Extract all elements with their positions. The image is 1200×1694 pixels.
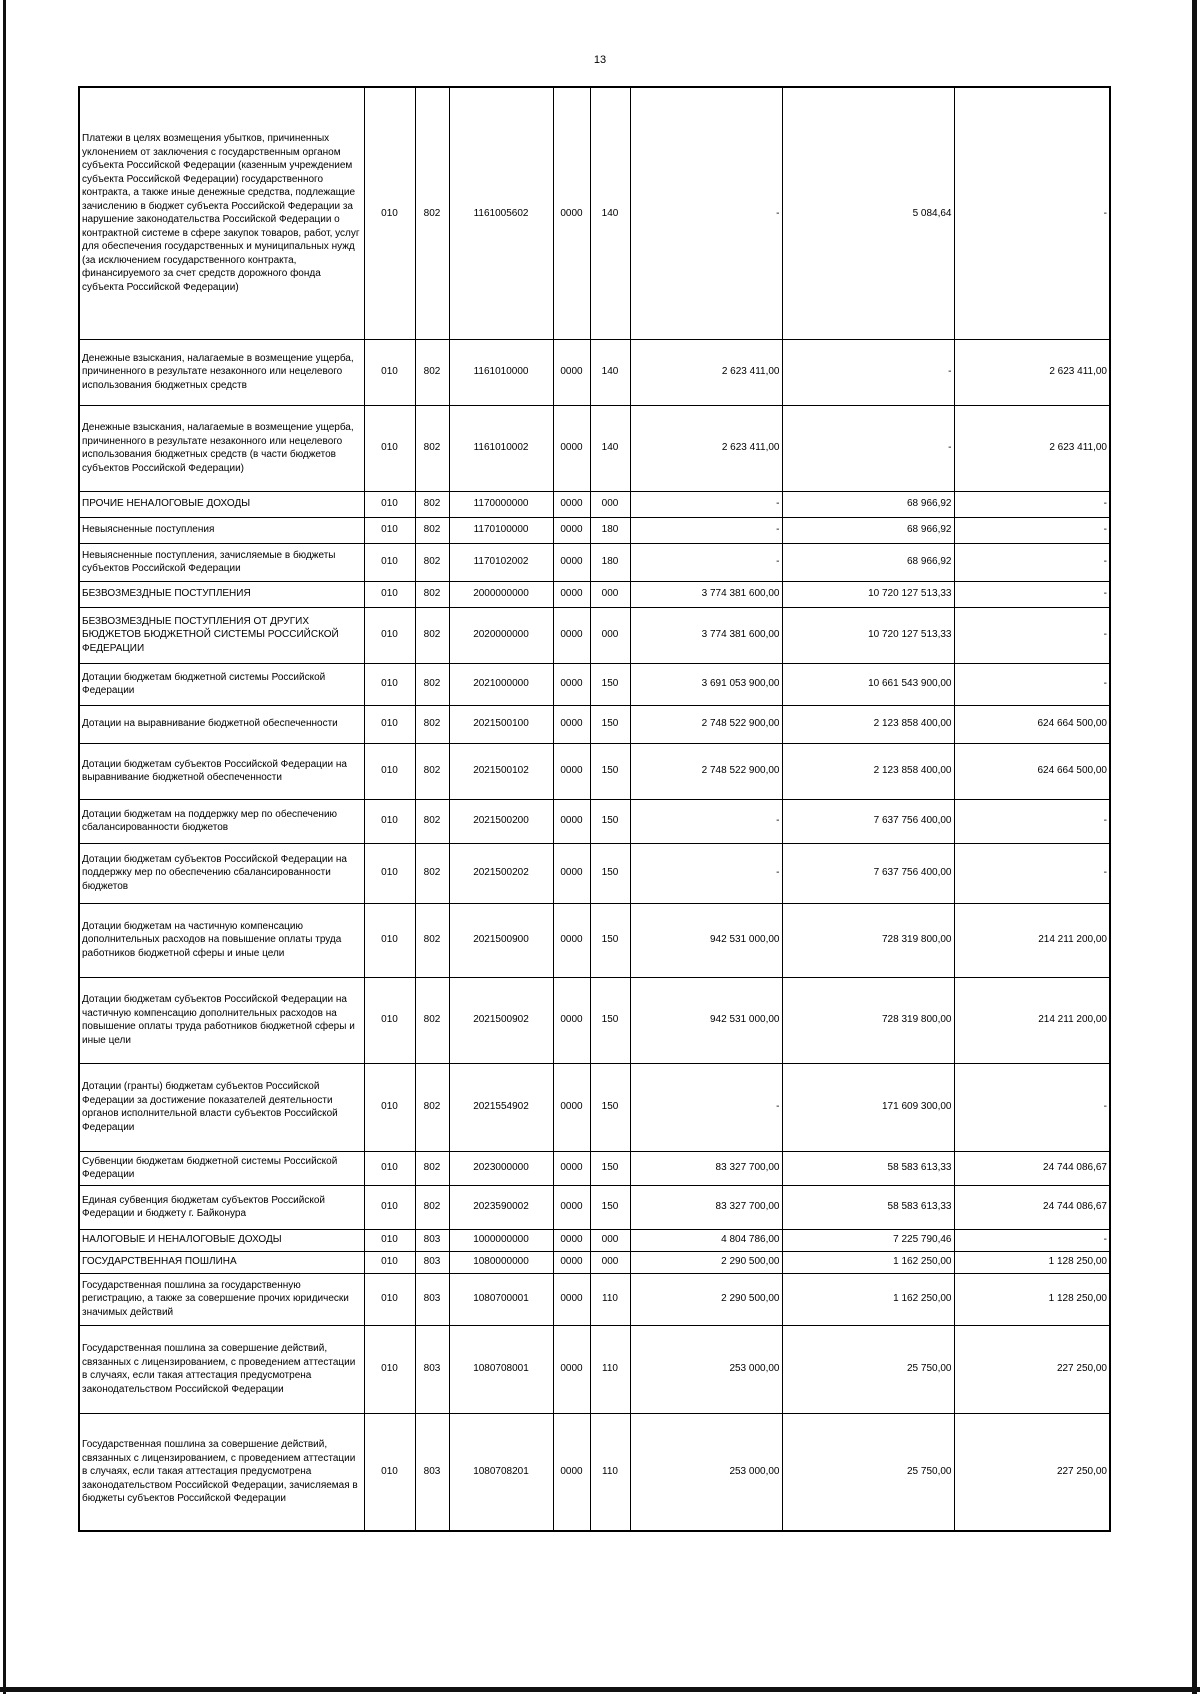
code-section: 010: [364, 1229, 415, 1251]
table-row: [79, 843, 1110, 903]
code-income: 1080708201: [449, 1413, 553, 1531]
value-executed: 68 966,92: [782, 517, 954, 543]
code-income: 2021554902: [449, 1063, 553, 1151]
code-income: 1080700001: [449, 1273, 553, 1325]
value-unexecuted: -: [954, 1229, 1110, 1251]
row-description: Государственная пошлина за совершение действий, связанных с лицензированием, с проведением аттестации в случаях, если такая аттестация предусмотрена законодательством Российской Федерации, зачисляемая в бюджеты субъектов Российской Федерации: [79, 1413, 364, 1531]
table-row: [79, 1185, 1110, 1229]
code-kosgu: 150: [590, 903, 630, 977]
value-unexecuted: 624 664 500,00: [954, 705, 1110, 743]
code-income: 2021500202: [449, 843, 553, 903]
value-approved: -: [630, 87, 782, 339]
code-kosgu: 110: [590, 1413, 630, 1531]
code-admin: 803: [415, 1251, 449, 1273]
value-approved: 942 531 000,00: [630, 977, 782, 1063]
value-executed: 58 583 613,33: [782, 1151, 954, 1185]
value-approved: 253 000,00: [630, 1413, 782, 1531]
code-admin: 802: [415, 1063, 449, 1151]
row-description: Невыясненные поступления, зачисляемые в бюджеты субъектов Российской Федерации: [79, 543, 364, 581]
value-approved: 3 691 053 900,00: [630, 663, 782, 705]
code-section: 010: [364, 977, 415, 1063]
row-description: Дотации бюджетам бюджетной системы Российской Федерации: [79, 663, 364, 705]
code-admin: 802: [415, 705, 449, 743]
code-subtype: 0000: [553, 799, 590, 843]
page-number: 13: [593, 54, 607, 66]
code-income: 1170100000: [449, 517, 553, 543]
value-approved: 2 623 411,00: [630, 339, 782, 405]
value-executed: 728 319 800,00: [782, 977, 954, 1063]
code-section: 010: [364, 1063, 415, 1151]
code-income: 2021500100: [449, 705, 553, 743]
value-unexecuted: -: [954, 663, 1110, 705]
value-executed: 5 084,64: [782, 87, 954, 339]
table-row: [79, 705, 1110, 743]
code-subtype: 0000: [553, 1151, 590, 1185]
code-income: 2023590002: [449, 1185, 553, 1229]
value-unexecuted: 2 623 411,00: [954, 339, 1110, 405]
value-executed: -: [782, 405, 954, 491]
table-row: [79, 1413, 1110, 1531]
code-section: 010: [364, 799, 415, 843]
value-executed: 25 750,00: [782, 1413, 954, 1531]
code-kosgu: 000: [590, 581, 630, 607]
value-approved: 2 748 522 900,00: [630, 743, 782, 799]
code-kosgu: 140: [590, 405, 630, 491]
value-executed: 10 720 127 513,33: [782, 581, 954, 607]
code-admin: 802: [415, 405, 449, 491]
code-admin: 802: [415, 87, 449, 339]
row-description: БЕЗВОЗМЕЗДНЫЕ ПОСТУПЛЕНИЯ: [79, 581, 364, 607]
code-kosgu: 150: [590, 743, 630, 799]
code-admin: 802: [415, 543, 449, 581]
row-description: Государственная пошлина за государственную регистрацию, а также за совершение прочих юридически значимых действий: [79, 1273, 364, 1325]
code-admin: 802: [415, 1151, 449, 1185]
code-admin: 803: [415, 1229, 449, 1251]
value-unexecuted: 24 744 086,67: [954, 1185, 1110, 1229]
code-section: 010: [364, 581, 415, 607]
code-subtype: 0000: [553, 581, 590, 607]
value-executed: 58 583 613,33: [782, 1185, 954, 1229]
row-description: НАЛОГОВЫЕ И НЕНАЛОГОВЫЕ ДОХОДЫ: [79, 1229, 364, 1251]
row-description: Дотации бюджетам субъектов Российской Федерации на частичную компенсацию дополнительных расходов на повышение оплаты труда работников бюджетной сферы и иные цели: [79, 977, 364, 1063]
code-subtype: 0000: [553, 1229, 590, 1251]
code-section: 010: [364, 1325, 415, 1413]
value-unexecuted: 624 664 500,00: [954, 743, 1110, 799]
row-description: Государственная пошлина за совершение действий, связанных с лицензированием, с проведением аттестации в случаях, если такая аттестация предусмотрена законодательством Российской Федерации: [79, 1325, 364, 1413]
value-unexecuted: 1 128 250,00: [954, 1273, 1110, 1325]
code-subtype: 0000: [553, 977, 590, 1063]
table-row: [79, 581, 1110, 607]
row-description: Субвенции бюджетам бюджетной системы Российской Федерации: [79, 1151, 364, 1185]
code-subtype: 0000: [553, 607, 590, 663]
code-subtype: 0000: [553, 491, 590, 517]
code-section: 010: [364, 1185, 415, 1229]
code-admin: 802: [415, 1185, 449, 1229]
value-executed: 2 123 858 400,00: [782, 743, 954, 799]
code-kosgu: 150: [590, 1063, 630, 1151]
value-executed: 7 637 756 400,00: [782, 799, 954, 843]
code-subtype: 0000: [553, 1325, 590, 1413]
row-description: Дотации бюджетам на поддержку мер по обеспечению сбалансированности бюджетов: [79, 799, 364, 843]
table-row: [79, 1273, 1110, 1325]
code-subtype: 0000: [553, 903, 590, 977]
code-section: 010: [364, 1151, 415, 1185]
code-subtype: 0000: [553, 743, 590, 799]
table-row: [79, 1229, 1110, 1251]
row-description: БЕЗВОЗМЕЗДНЫЕ ПОСТУПЛЕНИЯ ОТ ДРУГИХ БЮДЖЕТОВ БЮДЖЕТНОЙ СИСТЕМЫ РОССИЙСКОЙ ФЕДЕРАЦИИ: [79, 607, 364, 663]
value-executed: 2 123 858 400,00: [782, 705, 954, 743]
value-unexecuted: 2 623 411,00: [954, 405, 1110, 491]
table-row: [79, 607, 1110, 663]
code-kosgu: 150: [590, 663, 630, 705]
code-income: 2021500102: [449, 743, 553, 799]
code-subtype: 0000: [553, 517, 590, 543]
code-subtype: 0000: [553, 705, 590, 743]
value-unexecuted: 214 211 200,00: [954, 903, 1110, 977]
value-approved: 3 774 381 600,00: [630, 607, 782, 663]
table-row: [79, 339, 1110, 405]
code-subtype: 0000: [553, 405, 590, 491]
code-section: 010: [364, 607, 415, 663]
value-approved: -: [630, 491, 782, 517]
code-section: 010: [364, 491, 415, 517]
row-description: Дотации (гранты) бюджетам субъектов Российской Федерации за достижение показателей деятельности органов исполнительной власти субъектов Российской Федерации: [79, 1063, 364, 1151]
row-description: Невыясненные поступления: [79, 517, 364, 543]
code-subtype: 0000: [553, 543, 590, 581]
value-approved: 2 290 500,00: [630, 1273, 782, 1325]
code-kosgu: 000: [590, 1251, 630, 1273]
row-description: ПРОЧИЕ НЕНАЛОГОВЫЕ ДОХОДЫ: [79, 491, 364, 517]
code-section: 010: [364, 743, 415, 799]
table-row: [79, 87, 1110, 339]
code-section: 010: [364, 1273, 415, 1325]
value-executed: 25 750,00: [782, 1325, 954, 1413]
value-approved: 3 774 381 600,00: [630, 581, 782, 607]
table-row: [79, 1063, 1110, 1151]
code-kosgu: 140: [590, 339, 630, 405]
code-admin: 803: [415, 1273, 449, 1325]
value-approved: 4 804 786,00: [630, 1229, 782, 1251]
code-admin: 802: [415, 581, 449, 607]
code-kosgu: 150: [590, 799, 630, 843]
value-unexecuted: -: [954, 607, 1110, 663]
value-approved: 942 531 000,00: [630, 903, 782, 977]
value-unexecuted: 24 744 086,67: [954, 1151, 1110, 1185]
code-kosgu: 140: [590, 87, 630, 339]
code-kosgu: 180: [590, 543, 630, 581]
page-border-right: [1192, 0, 1197, 1694]
row-description: Единая субвенция бюджетам субъектов Российской Федерации и бюджету г. Байконура: [79, 1185, 364, 1229]
row-description: Дотации бюджетам субъектов Российской Федерации на поддержку мер по обеспечению сбалансированности бюджетов: [79, 843, 364, 903]
code-kosgu: 150: [590, 705, 630, 743]
value-executed: 68 966,92: [782, 543, 954, 581]
code-income: 1161010000: [449, 339, 553, 405]
code-kosgu: 110: [590, 1273, 630, 1325]
value-approved: 253 000,00: [630, 1325, 782, 1413]
code-income: 1000000000: [449, 1229, 553, 1251]
code-income: 2023000000: [449, 1151, 553, 1185]
code-kosgu: 150: [590, 1185, 630, 1229]
code-subtype: 0000: [553, 1273, 590, 1325]
value-executed: 10 661 543 900,00: [782, 663, 954, 705]
value-executed: 10 720 127 513,33: [782, 607, 954, 663]
code-income: 2021500900: [449, 903, 553, 977]
value-approved: -: [630, 517, 782, 543]
code-admin: 803: [415, 1325, 449, 1413]
value-unexecuted: -: [954, 799, 1110, 843]
table-row: [79, 663, 1110, 705]
code-kosgu: 000: [590, 607, 630, 663]
code-section: 010: [364, 405, 415, 491]
table-body: [79, 87, 1110, 1531]
code-admin: 802: [415, 743, 449, 799]
code-section: 010: [364, 705, 415, 743]
code-kosgu: 150: [590, 977, 630, 1063]
value-executed: 1 162 250,00: [782, 1251, 954, 1273]
value-unexecuted: -: [954, 843, 1110, 903]
code-section: 010: [364, 903, 415, 977]
code-section: 010: [364, 1413, 415, 1531]
code-admin: 802: [415, 491, 449, 517]
row-description: Платежи в целях возмещения убытков, причиненных уклонением от заключения с государственным органом субъекта Российской Федерации (казенным учреждением субъекта Российской Федерации) государственного контракта, а также иные денежные средства, подлежащие зачислению в бюджет субъекта Российской Федерации за нарушение законодательства Российской Федерации о контрактной системе в сфере закупок товаров, работ, услуг для обеспечения государственных и муниципальных нужд (за исключением государственного контракта, финансируемого за счет средств дорожного фонда субъекта Российской Федерации): [79, 87, 364, 339]
page-border-bottom: [0, 1687, 1200, 1692]
code-subtype: 0000: [553, 1251, 590, 1273]
code-income: 1161005602: [449, 87, 553, 339]
code-income: 2021000000: [449, 663, 553, 705]
code-admin: 802: [415, 607, 449, 663]
value-approved: 83 327 700,00: [630, 1185, 782, 1229]
code-admin: 802: [415, 663, 449, 705]
code-income: 2021500902: [449, 977, 553, 1063]
code-subtype: 0000: [553, 663, 590, 705]
row-description: Денежные взыскания, налагаемые в возмещение ущерба, причиненного в результате незаконного или нецелевого использования бюджетных средств (в части бюджетов субъектов Российской Федерации): [79, 405, 364, 491]
value-executed: -: [782, 339, 954, 405]
value-unexecuted: -: [954, 581, 1110, 607]
value-unexecuted: 1 128 250,00: [954, 1251, 1110, 1273]
value-executed: 1 162 250,00: [782, 1273, 954, 1325]
code-income: 2021500200: [449, 799, 553, 843]
table-row: [79, 1151, 1110, 1185]
value-approved: 2 748 522 900,00: [630, 705, 782, 743]
code-income: 1170000000: [449, 491, 553, 517]
code-admin: 802: [415, 517, 449, 543]
code-section: 010: [364, 543, 415, 581]
table-row: [79, 405, 1110, 491]
code-section: 010: [364, 87, 415, 339]
code-subtype: 0000: [553, 1063, 590, 1151]
code-kosgu: 000: [590, 1229, 630, 1251]
code-kosgu: 150: [590, 843, 630, 903]
code-admin: 802: [415, 843, 449, 903]
code-admin: 802: [415, 339, 449, 405]
code-subtype: 0000: [553, 1185, 590, 1229]
table-row: [79, 1325, 1110, 1413]
value-executed: 68 966,92: [782, 491, 954, 517]
row-description: Дотации на выравнивание бюджетной обеспеченности: [79, 705, 364, 743]
value-executed: 7 225 790,46: [782, 1229, 954, 1251]
page-border-left: [3, 0, 6, 1694]
code-subtype: 0000: [553, 843, 590, 903]
value-unexecuted: -: [954, 1063, 1110, 1151]
code-section: 010: [364, 663, 415, 705]
code-admin: 802: [415, 977, 449, 1063]
value-unexecuted: 227 250,00: [954, 1325, 1110, 1413]
row-description: ГОСУДАРСТВЕННАЯ ПОШЛИНА: [79, 1251, 364, 1273]
table-row: [79, 977, 1110, 1063]
table-row: [79, 903, 1110, 977]
code-income: 2020000000: [449, 607, 553, 663]
code-section: 010: [364, 843, 415, 903]
code-kosgu: 180: [590, 517, 630, 543]
code-subtype: 0000: [553, 1413, 590, 1531]
table-row: [79, 743, 1110, 799]
code-admin: 802: [415, 903, 449, 977]
table-row: [79, 543, 1110, 581]
value-approved: 83 327 700,00: [630, 1151, 782, 1185]
value-unexecuted: -: [954, 517, 1110, 543]
table-row: [79, 491, 1110, 517]
row-description: Денежные взыскания, налагаемые в возмещение ущерба, причиненного в результате незаконного или нецелевого использования бюджетных средств: [79, 339, 364, 405]
code-kosgu: 000: [590, 491, 630, 517]
value-approved: -: [630, 543, 782, 581]
code-income: 1080000000: [449, 1251, 553, 1273]
value-executed: 728 319 800,00: [782, 903, 954, 977]
code-admin: 803: [415, 1413, 449, 1531]
value-approved: -: [630, 1063, 782, 1151]
value-approved: 2 290 500,00: [630, 1251, 782, 1273]
code-kosgu: 150: [590, 1151, 630, 1185]
code-subtype: 0000: [553, 87, 590, 339]
code-income: 2000000000: [449, 581, 553, 607]
value-approved: -: [630, 843, 782, 903]
code-section: 010: [364, 339, 415, 405]
code-income: 1080708001: [449, 1325, 553, 1413]
value-unexecuted: -: [954, 543, 1110, 581]
code-section: 010: [364, 1251, 415, 1273]
table-row: [79, 799, 1110, 843]
value-approved: 2 623 411,00: [630, 405, 782, 491]
value-approved: -: [630, 799, 782, 843]
code-section: 010: [364, 517, 415, 543]
budget-table: [78, 86, 1111, 1532]
value-executed: 7 637 756 400,00: [782, 843, 954, 903]
value-unexecuted: -: [954, 491, 1110, 517]
table-row: [79, 517, 1110, 543]
code-kosgu: 110: [590, 1325, 630, 1413]
value-unexecuted: -: [954, 87, 1110, 339]
code-income: 1170102002: [449, 543, 553, 581]
row-description: Дотации бюджетам субъектов Российской Федерации на выравнивание бюджетной обеспеченности: [79, 743, 364, 799]
table-row: [79, 1251, 1110, 1273]
code-admin: 802: [415, 799, 449, 843]
code-income: 1161010002: [449, 405, 553, 491]
value-unexecuted: 227 250,00: [954, 1413, 1110, 1531]
row-description: Дотации бюджетам на частичную компенсацию дополнительных расходов на повышение оплаты труда работников бюджетной сферы и иные цели: [79, 903, 364, 977]
value-unexecuted: 214 211 200,00: [954, 977, 1110, 1063]
code-subtype: 0000: [553, 339, 590, 405]
value-executed: 171 609 300,00: [782, 1063, 954, 1151]
